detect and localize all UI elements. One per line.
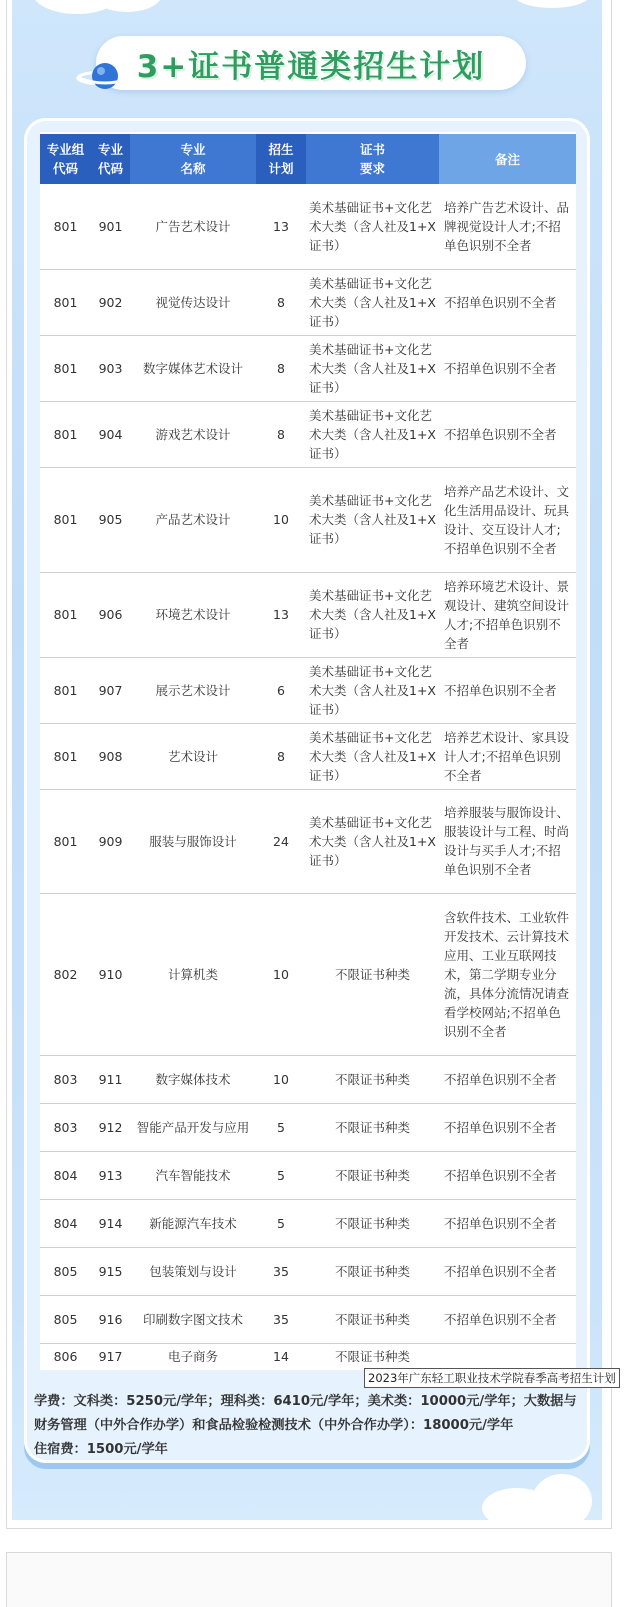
cell-cert: 不限证书种类 (306, 1295, 439, 1343)
table-row (40, 657, 576, 723)
table-row (40, 1055, 576, 1103)
cell-plan: 6 (256, 657, 306, 723)
cell-cert: 美术基础证书+文化艺术大类（含人社及1+X证书） (306, 657, 439, 723)
image-caption: 2023年广东轻工职业技术学院春季高考招生计划 (364, 1368, 620, 1388)
cell-group: 805 (40, 1247, 91, 1295)
cell-name: 电子商务 (167, 1349, 218, 1365)
cell-plan: 5 (256, 1151, 306, 1199)
cell-note: 不招单色识别不全者 (439, 335, 576, 401)
planet-icon (76, 56, 134, 96)
header-major-name: 专业 名称 (130, 134, 256, 184)
table-row (40, 401, 576, 467)
cell-plan: 5 (256, 1199, 306, 1247)
cell-code: 907 (91, 657, 130, 723)
cell-group: 801 (40, 184, 91, 269)
cell-code: 911 (91, 1055, 130, 1103)
cell-name: 环境艺术设计 (130, 572, 256, 657)
cell-group: 804 (40, 1151, 91, 1199)
cell-plan: 10 (256, 893, 306, 1055)
cell-plan: 24 (256, 789, 306, 893)
cell-name: 包装策划与设计 (130, 1247, 256, 1295)
table-row (40, 1103, 576, 1151)
table-row (40, 1151, 576, 1199)
cell-plan: 5 (256, 1103, 306, 1151)
table-row (40, 893, 576, 1055)
next-section-frame (6, 1552, 612, 1607)
header-note: 备注 (439, 134, 576, 184)
header-plan: 招生 计划 (256, 134, 306, 184)
cell-group: 803 (40, 1055, 91, 1103)
cloud-top-right (512, 0, 592, 8)
table-header-row (40, 134, 576, 184)
cell-plan: 8 (256, 723, 306, 789)
cell-note: 不招单色识别不全者 (439, 1103, 576, 1151)
header-major-code: 专业 代码 (91, 134, 130, 184)
cell-plan: 35 (256, 1295, 306, 1343)
cell-group: 801 (40, 335, 91, 401)
cell-plan: 8 (256, 269, 306, 335)
cell-group: 801 (40, 467, 91, 572)
cell-cert: 美术基础证书+文化艺术大类（含人社及1+X证书） (306, 723, 439, 789)
cell-name: 计算机类 (130, 893, 256, 1055)
cell-note (439, 1343, 576, 1370)
cell-code: 904 (91, 401, 130, 467)
cloud-bottom-right-2 (532, 1474, 592, 1520)
cell-cert: 不限证书种类 (306, 1199, 439, 1247)
cell-code: 912 (91, 1103, 130, 1151)
cell-note: 培养环境艺术设计、景观设计、建筑空间设计人才;不招单色识别不全者 (439, 572, 576, 657)
cell-group: 803 (40, 1103, 91, 1151)
cell-name: 智能产品开发与应用 (130, 1103, 256, 1151)
table-row (40, 184, 576, 269)
cell-group: 806 (53, 1349, 78, 1365)
cell-group: 805 (40, 1295, 91, 1343)
table-row (40, 335, 576, 401)
cell-code: 915 (91, 1247, 130, 1295)
cell-plan: 10 (256, 467, 306, 572)
cell-note: 培养广告艺术设计、品牌视觉设计人才;不招单色识别不全者 (439, 184, 576, 269)
table-row (40, 789, 576, 893)
cell-cert: 美术基础证书+文化艺术大类（含人社及1+X证书） (306, 401, 439, 467)
cell-code: 906 (91, 572, 130, 657)
cell-plan: 8 (256, 335, 306, 401)
cell-name: 广告艺术设计 (130, 184, 256, 269)
cell-note: 不招单色识别不全者 (439, 401, 576, 467)
cell-code: 917 (98, 1349, 123, 1365)
table-row (40, 1199, 576, 1247)
cell-note: 培养艺术设计、家具设计人才;不招单色识别不全者 (439, 723, 576, 789)
cell-plan: 13 (256, 572, 306, 657)
cell-cert: 美术基础证书+文化艺术大类（含人社及1+X证书） (306, 467, 439, 572)
cell-cert: 不限证书种类 (306, 893, 439, 1055)
cell-note: 不招单色识别不全者 (439, 1295, 576, 1343)
cell-group: 801 (40, 401, 91, 467)
cell-group: 801 (40, 657, 91, 723)
enrollment-table (40, 134, 576, 1370)
cell-name: 服装与服饰设计 (130, 789, 256, 893)
cell-note: 不招单色识别不全者 (439, 269, 576, 335)
cell-note: 含软件技术、工业软件开发技术、云计算技术应用、工业互联网技术，第二学期专业分流，具体分流情况请查看学校网站;不招单色识别不全者 (439, 893, 576, 1055)
cell-group: 801 (40, 723, 91, 789)
table-row (40, 1343, 576, 1370)
cell-code: 905 (91, 467, 130, 572)
cell-name: 印刷数字图文技术 (130, 1295, 256, 1343)
cell-name: 产品艺术设计 (130, 467, 256, 572)
cell-plan: 35 (256, 1247, 306, 1295)
cell-cert: 美术基础证书+文化艺术大类（含人社及1+X证书） (306, 269, 439, 335)
cell-group: 801 (40, 572, 91, 657)
cell-group: 804 (40, 1199, 91, 1247)
cell-code: 901 (91, 184, 130, 269)
cell-group: 801 (40, 789, 91, 893)
cell-note: 不招单色识别不全者 (439, 1247, 576, 1295)
table-row (40, 1247, 576, 1295)
cell-code: 914 (91, 1199, 130, 1247)
cell-cert: 美术基础证书+文化艺术大类（含人社及1+X证书） (306, 789, 439, 893)
header-group-code: 专业组 代码 (40, 134, 91, 184)
cell-plan: 8 (256, 401, 306, 467)
cell-cert: 美术基础证书+文化艺术大类（含人社及1+X证书） (306, 335, 439, 401)
cell-name: 展示艺术设计 (130, 657, 256, 723)
cell-code: 902 (91, 269, 130, 335)
cell-cert: 不限证书种类 (306, 1055, 439, 1103)
cloud-top-left-2 (92, 0, 162, 12)
table-row (40, 1295, 576, 1343)
cell-code: 913 (91, 1151, 130, 1199)
table-row (40, 723, 576, 789)
cell-name: 艺术设计 (130, 723, 256, 789)
cell-cert: 不限证书种类 (306, 1247, 439, 1295)
title-banner (96, 36, 526, 90)
cell-code: 903 (91, 335, 130, 401)
table-row (40, 269, 576, 335)
cell-cert: 美术基础证书+文化艺术大类（含人社及1+X证书） (306, 184, 439, 269)
cell-group: 802 (40, 893, 91, 1055)
cell-note: 不招单色识别不全者 (439, 1199, 576, 1247)
cell-plan: 13 (256, 184, 306, 269)
cell-note: 不招单色识别不全者 (439, 657, 576, 723)
cell-note: 不招单色识别不全者 (439, 1151, 576, 1199)
page-title: 3+证书普通类招生计划 (136, 48, 486, 85)
cell-cert: 不限证书种类 (334, 1349, 410, 1365)
cell-cert: 不限证书种类 (306, 1151, 439, 1199)
cell-name: 数字媒体技术 (130, 1055, 256, 1103)
cell-name: 游戏艺术设计 (130, 401, 256, 467)
cell-name: 数字媒体艺术设计 (130, 335, 256, 401)
cell-note: 培养产品艺术设计、文化生活用品设计、玩具设计、交互设计人才;不招单色识别不全者 (439, 467, 576, 572)
cell-plan: 10 (256, 1055, 306, 1103)
cell-note: 不招单色识别不全者 (439, 1055, 576, 1103)
fees-section (34, 1390, 582, 1462)
cell-code: 916 (91, 1295, 130, 1343)
cell-cert: 美术基础证书+文化艺术大类（含人社及1+X证书） (306, 572, 439, 657)
cell-code: 908 (91, 723, 130, 789)
cell-cert: 不限证书种类 (306, 1103, 439, 1151)
lodging-text: 住宿费：1500元/学年 (34, 1442, 168, 1457)
tuition-text: 学费：文科类：5250元/学年；理科类：6410元/学年；美术类：10000元/学年；大数据与财务管理（中外合作办学）和食品检验检测技术（中外合作办学）：18000元/学年 (34, 1394, 577, 1433)
cell-code: 909 (91, 789, 130, 893)
cell-plan: 14 (273, 1349, 289, 1365)
cell-name: 视觉传达设计 (130, 269, 256, 335)
table-row (40, 467, 576, 572)
cell-group: 801 (40, 269, 91, 335)
header-cert: 证书 要求 (306, 134, 439, 184)
cell-code: 910 (91, 893, 130, 1055)
cell-name: 汽车智能技术 (130, 1151, 256, 1199)
table-row (40, 572, 576, 657)
cell-name: 新能源汽车技术 (130, 1199, 256, 1247)
cell-note: 培养服装与服饰设计、服装设计与工程、时尚设计与买手人才;不招单色识别不全者 (439, 789, 576, 893)
